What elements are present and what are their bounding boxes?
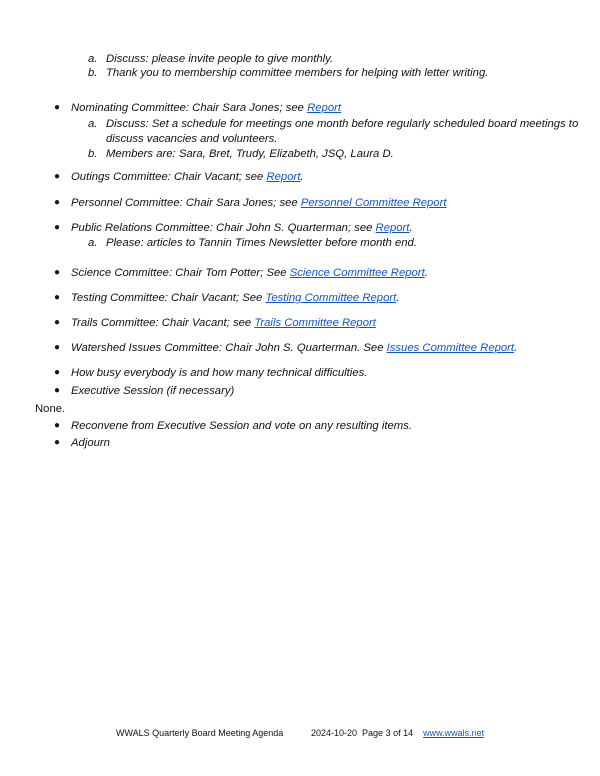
busy-item: How busy everybody is and how many technical difficulties. xyxy=(71,367,368,379)
testing-text: Testing Committee: Chair Vacant; See xyxy=(71,292,266,304)
bullet: ● xyxy=(54,420,61,431)
bullet: ● xyxy=(54,367,61,378)
bullet: ● xyxy=(54,437,61,448)
testing-item xyxy=(71,291,399,305)
science-period: . xyxy=(424,267,428,279)
list-marker: a. xyxy=(88,118,98,130)
list-marker: b. xyxy=(88,148,98,160)
footer-title: WWALS Quarterly Board Meeting Agenda xyxy=(116,728,284,738)
pr-text: Public Relations Committee: Chair John S. Quarterman; see xyxy=(71,222,376,234)
bullet: ● xyxy=(54,385,61,396)
reconvene-item: Reconvene from Executive Session and vote on any resulting items. xyxy=(71,420,412,432)
science-text: Science Committee: Chair Tom Potter; See xyxy=(71,267,290,279)
personnel-item xyxy=(71,196,446,210)
none-text: None. xyxy=(35,403,66,415)
list-marker: a. xyxy=(88,237,98,249)
outings-period: . xyxy=(300,171,304,183)
watershed-period: . xyxy=(514,342,518,354)
watershed-text: Watershed Issues Committee: Chair John S. Quarterman. See xyxy=(71,342,387,354)
nominating-item xyxy=(71,101,341,115)
testing-period: . xyxy=(396,292,400,304)
watershed-item xyxy=(71,341,517,355)
bullet: ● xyxy=(54,102,61,113)
science-report-link[interactable]: Science Committee Report xyxy=(289,267,425,279)
pr-report-link[interactable]: Report xyxy=(375,222,410,234)
bullet: ● xyxy=(54,317,61,328)
bullet: ● xyxy=(54,222,61,233)
nominating-item-a-line1: Discuss: Set a schedule for meetings one month before regularly scheduled board meetings to xyxy=(106,118,579,130)
outings-text: Outings Committee: Chair Vacant; see xyxy=(71,171,267,183)
nominating-text: Nominating Committee: Chair Sara Jones; see xyxy=(71,102,308,114)
footer-website-link[interactable]: www.wwals.net xyxy=(423,728,485,738)
personnel-report-link[interactable]: Personnel Committee Report xyxy=(300,197,447,209)
watershed-report-link[interactable]: Issues Committee Report xyxy=(386,342,515,354)
pr-item xyxy=(71,221,413,235)
executive-session-item: Executive Session (if necessary) xyxy=(71,385,235,397)
footer-date: 2024-10-20 xyxy=(311,728,358,738)
pr-item-a: Please: articles to Tannin Times Newsletter before month end. xyxy=(106,237,417,249)
list-marker: b. xyxy=(88,67,98,79)
nominating-item-a-line2: discuss vacancies and volunteers. xyxy=(106,133,278,145)
bullet: ● xyxy=(54,342,61,353)
science-item xyxy=(71,266,428,280)
bullet: ● xyxy=(54,171,61,182)
page-footer xyxy=(116,727,484,739)
testing-report-link[interactable]: Testing Committee Report xyxy=(265,292,397,304)
bullet: ● xyxy=(54,267,61,278)
trails-item xyxy=(71,316,376,330)
nominating-item-b: Members are: Sara, Bret, Trudy, Elizabeth, JSQ, Laura D. xyxy=(106,148,394,160)
footer-page-number: Page 3 of 14 xyxy=(362,728,414,738)
membership-item-b: Thank you to membership committee members for helping with letter writing. xyxy=(106,67,489,79)
outings-report-link[interactable]: Report xyxy=(266,171,301,183)
list-marker: a. xyxy=(88,53,98,65)
pr-period: . xyxy=(409,222,413,234)
adjourn-item: Adjourn xyxy=(71,437,110,449)
bullet: ● xyxy=(54,292,61,303)
membership-item-a: Discuss: please invite people to give monthly. xyxy=(106,53,334,65)
bullet: ● xyxy=(54,197,61,208)
trails-report-link[interactable]: Trails Committee Report xyxy=(254,317,376,329)
nominating-report-link[interactable]: Report xyxy=(307,102,342,114)
outings-item xyxy=(71,170,304,184)
trails-text: Trails Committee: Chair Vacant; see xyxy=(71,317,255,329)
personnel-text: Personnel Committee: Chair Sara Jones; see xyxy=(71,197,301,209)
